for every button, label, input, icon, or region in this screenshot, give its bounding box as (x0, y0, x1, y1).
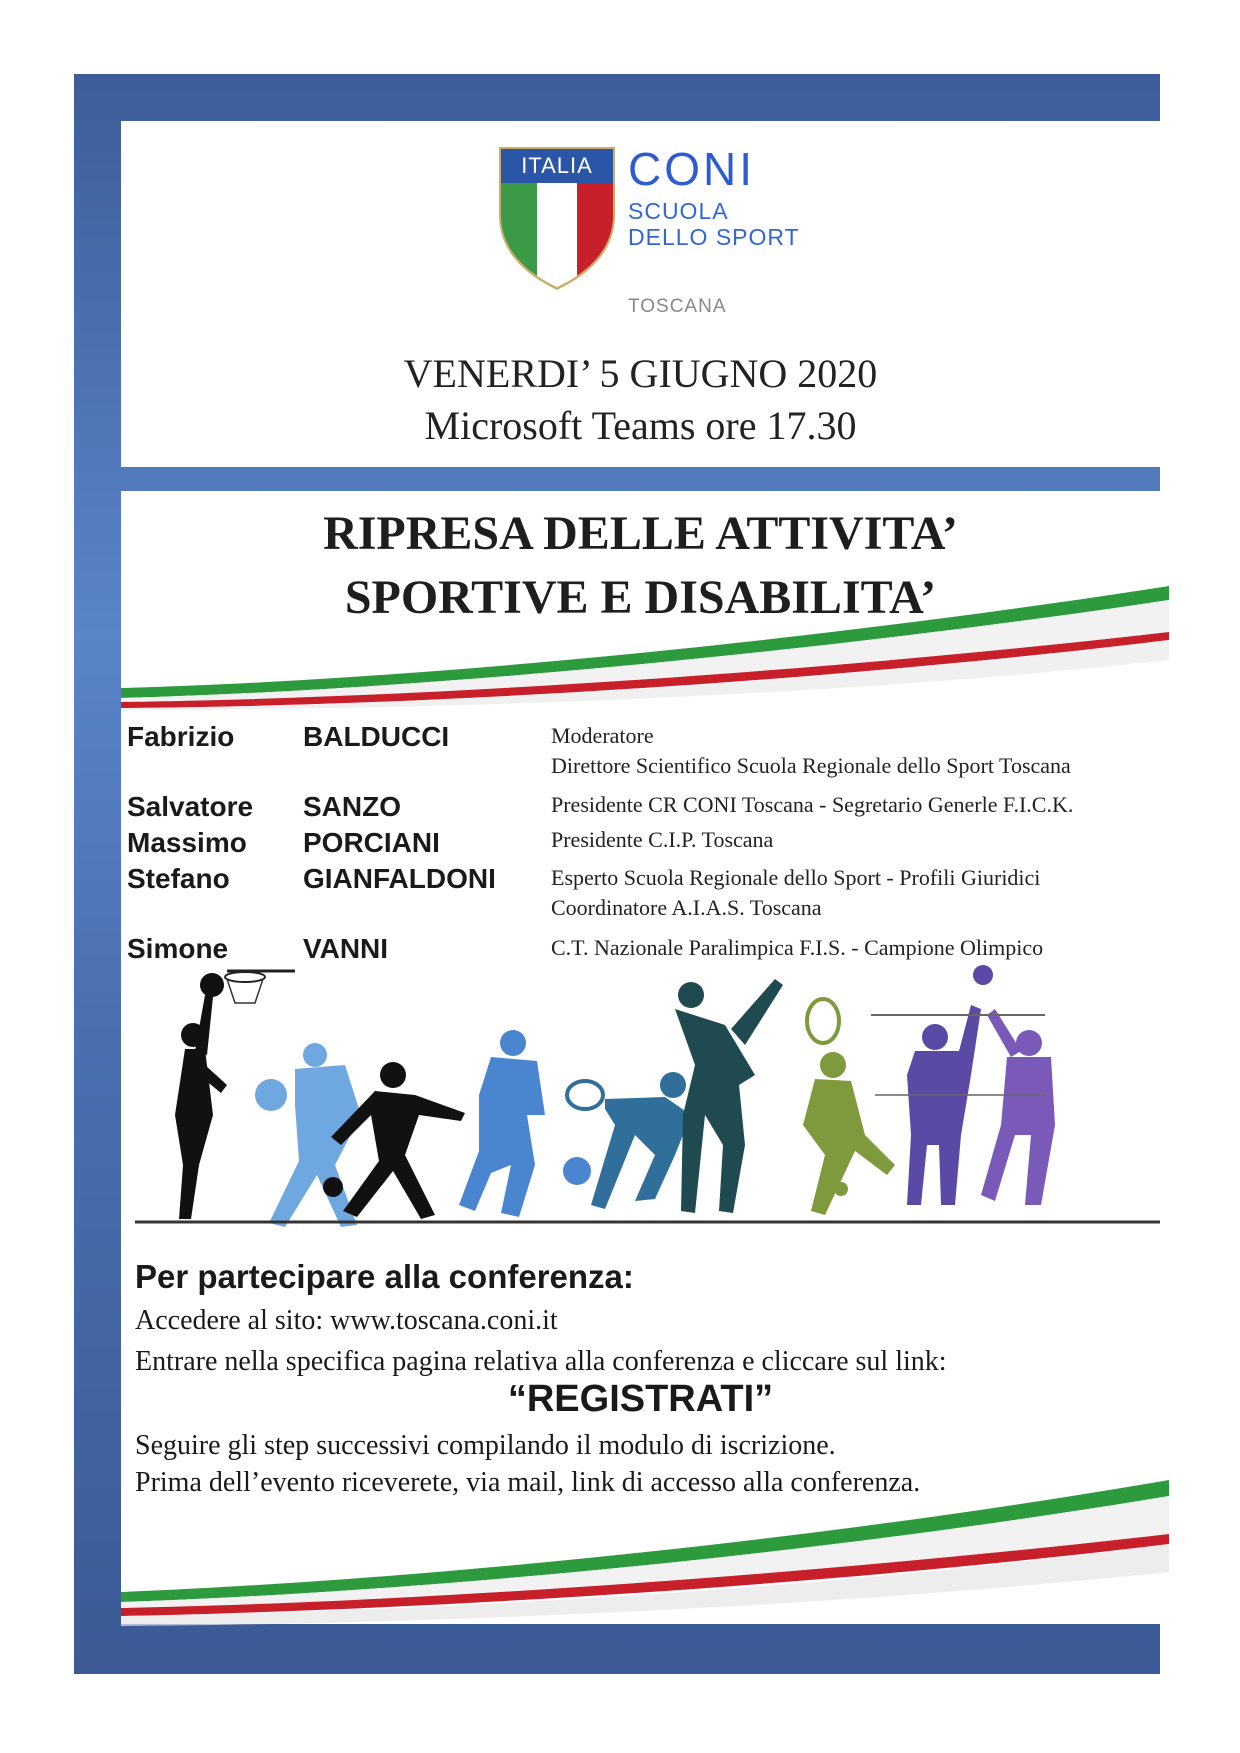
participation-line1: Accedere al sito: www.toscana.coni.it (135, 1305, 558, 1336)
speaker-role (551, 790, 1073, 820)
speaker-role (551, 721, 1071, 781)
speaker-row (127, 933, 1157, 969)
speakers-list (127, 721, 1157, 969)
speaker-row (127, 863, 1157, 933)
participation-heading: Per partecipare alla conferenza: (135, 1258, 634, 1295)
participation-line4: Prima dell’evento riceverete, via mail, link di accesso alla conferenza. (135, 1467, 921, 1498)
speaker-row (127, 721, 1157, 791)
volleyball-player-silhouette (175, 995, 227, 1219)
participation-line2: Entrare nella specifica pagina relativa alla conferenza e cliccare sul link: (135, 1346, 947, 1377)
speaker-role (551, 933, 1043, 963)
speaker-first-name: Fabrizio (127, 721, 235, 752)
tricolor-swoosh-top (121, 580, 1169, 710)
speaker-role-line1: Moderatore (551, 723, 654, 748)
logo-name: CONI (628, 143, 755, 195)
sports-silhouettes-illustration (135, 965, 1160, 1245)
speaker-role (551, 863, 1040, 923)
speaker-role-line1: Presidente C.I.P. Toscana (551, 827, 774, 852)
speaker-last-name: SANZO (303, 791, 401, 822)
volleyball-blocker-silhouette (907, 965, 993, 1205)
speaker-last-name: GIANFALDONI (303, 863, 496, 894)
speaker-last-name: BALDUCCI (303, 721, 450, 752)
event-date: VENERDI’ 5 GIUGNO 2020 (403, 351, 878, 396)
registrati-link-label: “REGISTRATI” (507, 1378, 774, 1420)
speaker-role-line1: Presidente CR CONI Toscana - Segretario Generle F.I.C.K. (551, 792, 1074, 817)
tennis-player-2-silhouette (803, 999, 895, 1215)
logo-subtitle-line1: SCUOLA (628, 198, 729, 224)
event-platform-time: Microsoft Teams ore 17.30 (424, 403, 857, 448)
event-info (121, 348, 1160, 452)
speaker-role-line2: Coordinatore A.I.A.S. Toscana (551, 895, 822, 920)
participation-line3: Seguire gli step successivi compilando il modulo di iscrizione. (135, 1430, 836, 1461)
logo-subtitle (628, 198, 800, 250)
title-line1: RIPRESA DELLE ATTIVITA’ (323, 507, 958, 560)
speaker-role (551, 825, 773, 855)
speaker-first-name: Simone (127, 933, 229, 964)
volleyball-spiker-silhouette (981, 1009, 1055, 1205)
logo-badge-text: ITALIA (521, 153, 593, 178)
speaker-row (127, 827, 1157, 863)
goalkeeper-silhouette (675, 979, 783, 1213)
football-player-silhouette (459, 1030, 591, 1217)
title-line2: SPORTIVE E DISABILITA’ (344, 571, 937, 624)
tricolor-swoosh-bottom (121, 1476, 1169, 1626)
speaker-role-line2: Direttore Scientifico Scuola Regionale dello Sport Toscana (551, 753, 1071, 778)
speaker-role-line1: Esperto Scuola Regionale dello Sport - Profili Giuridici (551, 865, 1041, 890)
speaker-role-line1: C.T. Nazionale Paralimpica F.I.S. - Campione Olimpico (551, 935, 1044, 960)
speaker-first-name: Stefano (127, 863, 230, 894)
speaker-row (127, 791, 1157, 827)
speaker-last-name: PORCIANI (303, 827, 440, 858)
logo-region: TOSCANA (628, 296, 727, 317)
basketball-hoop-icon (200, 971, 295, 1003)
speaker-last-name: VANNI (303, 933, 389, 964)
speaker-first-name: Massimo (127, 827, 247, 858)
speaker-first-name: Salvatore (127, 791, 254, 822)
logo-subtitle-line2: DELLO SPORT (628, 224, 800, 250)
tennis-player-silhouette (567, 1072, 691, 1209)
coni-shield-logo (497, 145, 617, 290)
